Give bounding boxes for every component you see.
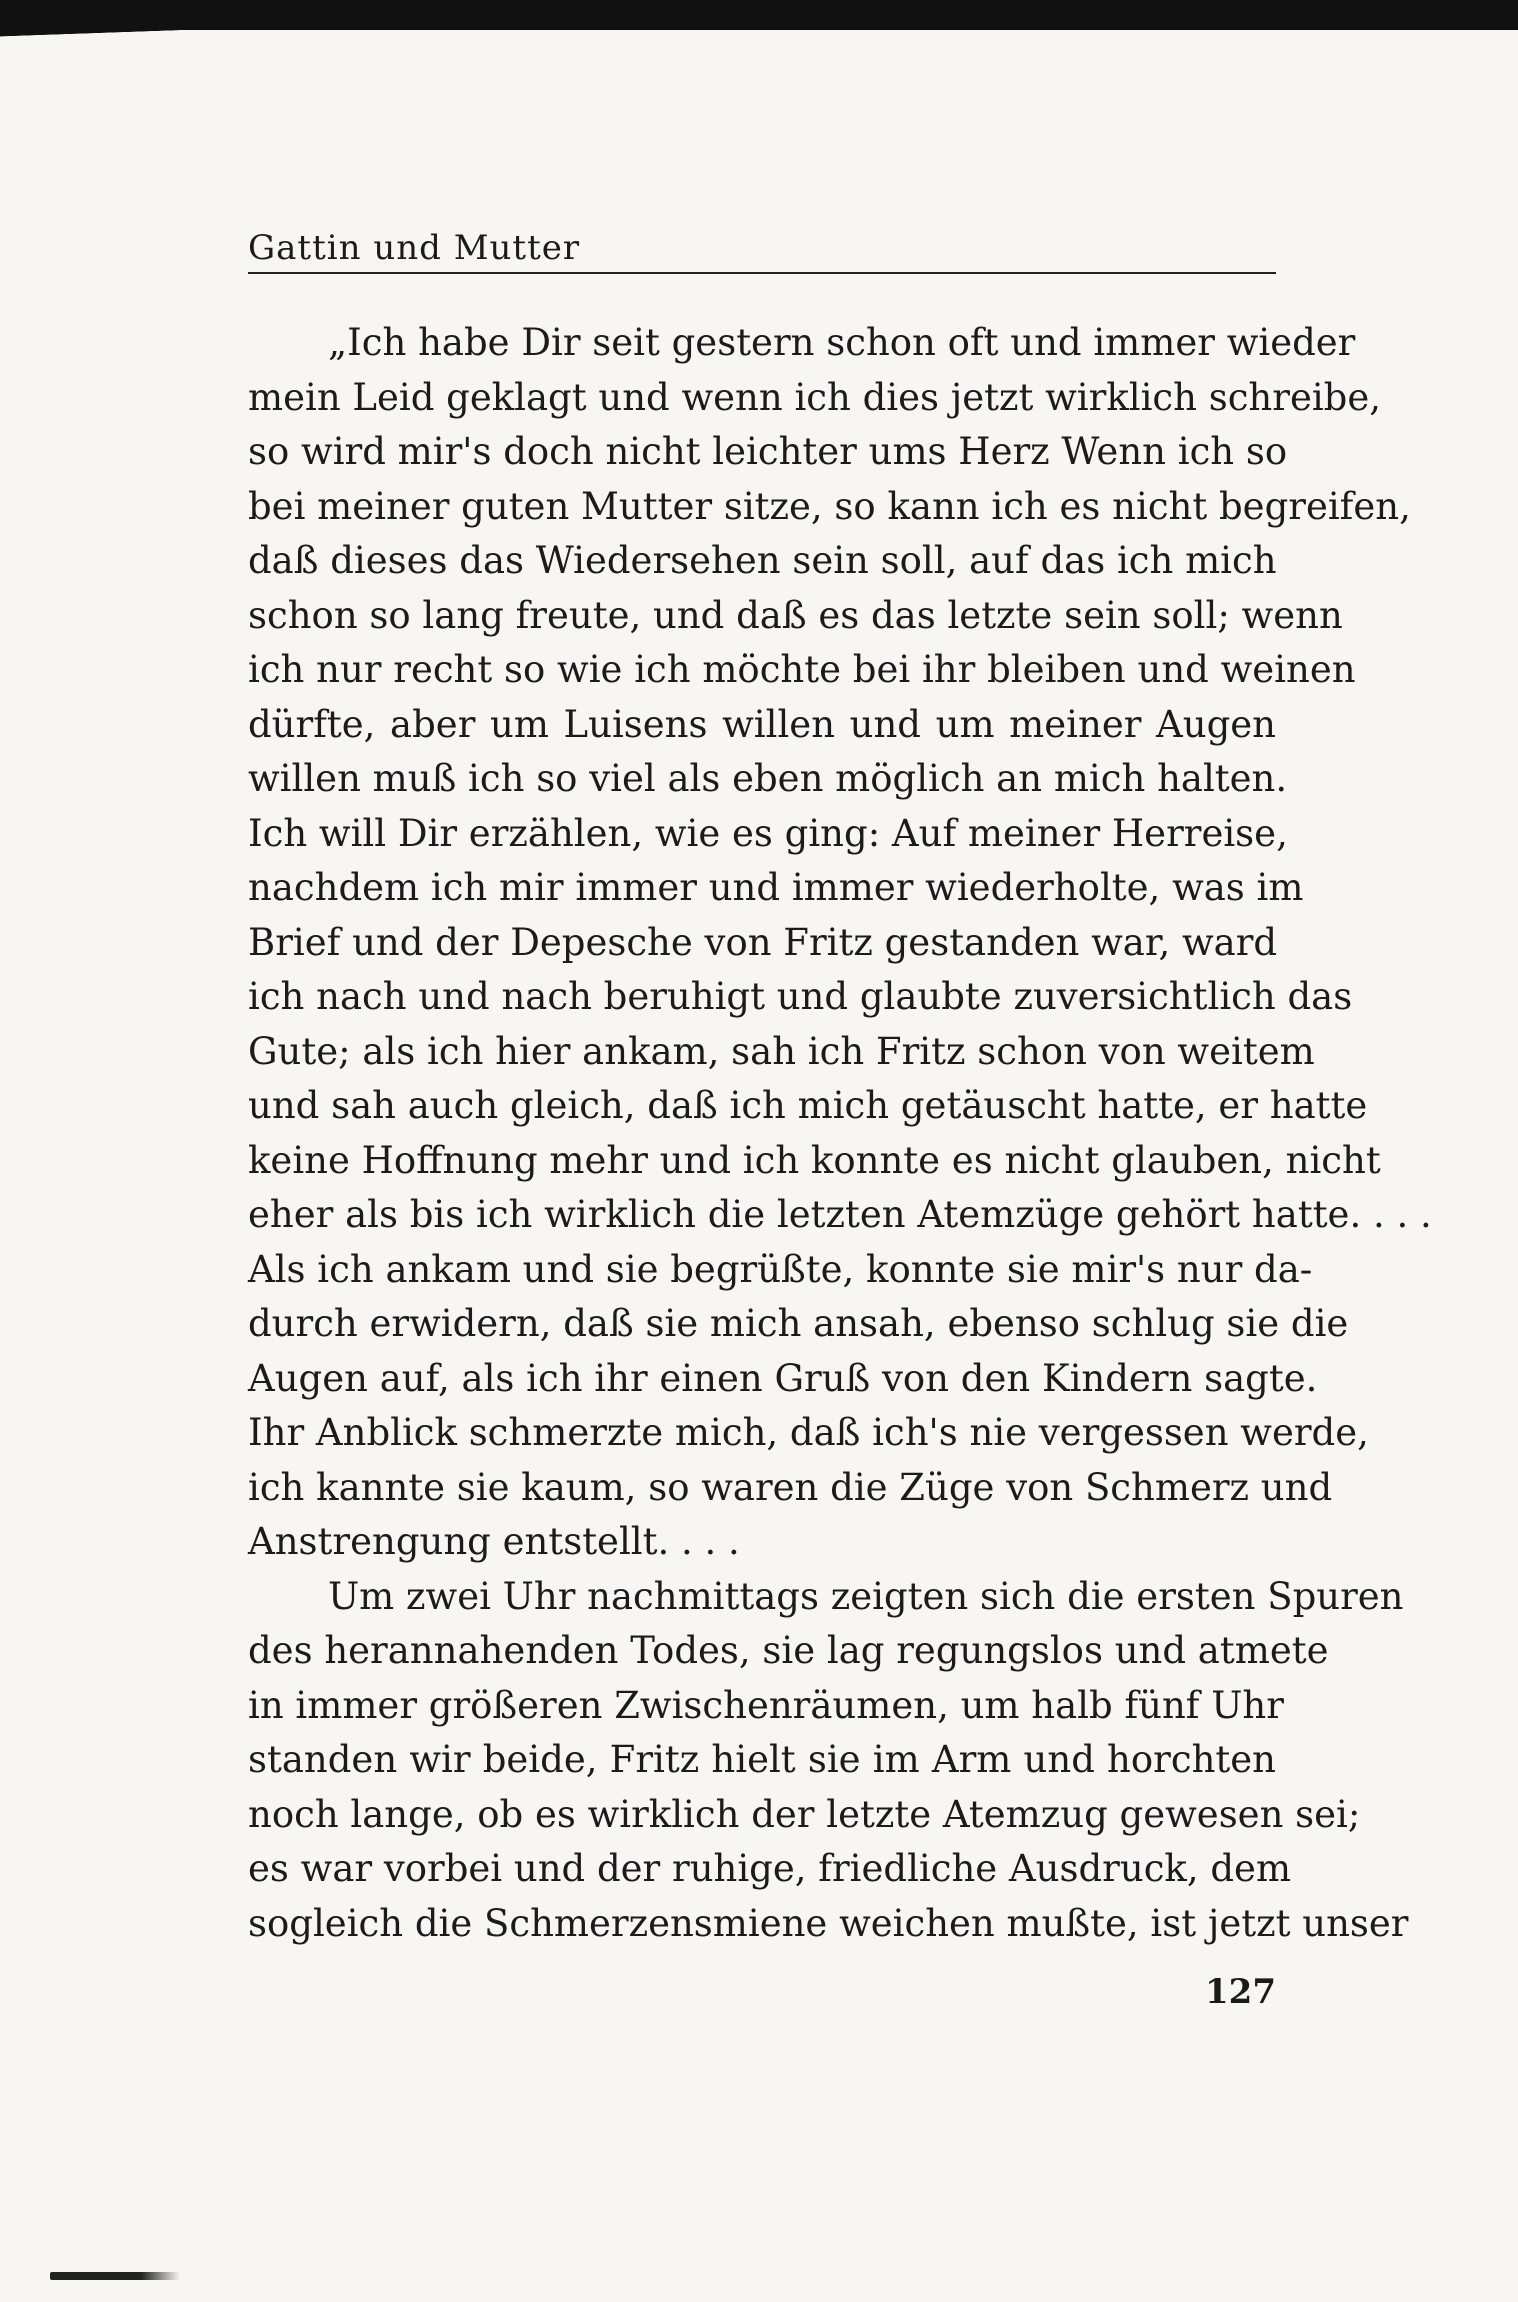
text-line: Ihr Anblick schmerzte mich, daß ich's nie vergessen werde, (248, 1411, 1369, 1454)
text-line: keine Hoffnung mehr und ich konnte es nicht glauben, nicht (248, 1138, 1381, 1182)
text-line: Augen auf, als ich ihr einen Gruß von den Kindern sagte. (248, 1356, 1318, 1400)
text-line: Ich will Dir erzählen, wie es ging: Auf meiner Herreise, (248, 811, 1288, 855)
text-line: und sah auch gleich, daß ich mich getäuscht hatte, er hatte (248, 1084, 1368, 1127)
running-title: Gattin und Mutter (248, 228, 581, 268)
text-line: willen muß ich so viel als eben möglich an mich halten. (248, 757, 1288, 800)
body-text (248, 316, 1432, 1951)
text-line: des herannahenden Todes, sie lag regungslos und atmete (248, 1629, 1329, 1672)
text-line: so wird mir's doch nicht leichter ums Herz Wenn ich so (248, 430, 1288, 473)
text-line: dürfte, aber um Luisens willen und um meiner Augen (248, 702, 1276, 746)
text-line: daß dieses das Wiedersehen sein soll, auf das ich mich (248, 539, 1277, 582)
text-line: Brief und der Depesche von Fritz gestanden war, ward (248, 920, 1278, 964)
page-number: 127 (1205, 1972, 1276, 2012)
text-line: standen wir beide, Fritz hielt sie im Arm und horchten (248, 1738, 1276, 1781)
text-line: ich kannte sie kaum, so waren die Züge von Schmerz und (248, 1465, 1333, 1509)
text-line: in immer größeren Zwischenräumen, um halb fünf Uhr (248, 1683, 1284, 1727)
text-line: Als ich ankam und sie begrüßte, konnte sie mir's nur da- (248, 1247, 1313, 1291)
text-line: mein Leid geklagt und wenn ich dies jetzt wirklich schreibe, (248, 375, 1382, 419)
text-line: Um zwei Uhr nachmittags zeigten sich die ersten Spuren (328, 1574, 1404, 1618)
text-line: Gute; als ich hier ankam, sah ich Fritz schon von weitem (248, 1029, 1315, 1073)
text-line: „Ich habe Dir seit gestern schon oft und immer wieder (328, 321, 1356, 364)
text-line: ich nur recht so wie ich möchte bei ihr bleiben und weinen (248, 648, 1356, 691)
text-line: bei meiner guten Mutter sitze, so kann ich es nicht begreifen, (248, 484, 1411, 528)
text-line: Anstrengung entstellt. . . . (248, 1520, 740, 1563)
text-line: ich nach und nach beruhigt und glaubte zuversichtlich das (248, 975, 1353, 1018)
text-line: sogleich die Schmerzensmiene weichen mußte, ist jetzt unser (248, 1901, 1409, 1945)
scan-edge-shadow (0, 20, 300, 42)
running-header (248, 222, 1276, 274)
text-line: es war vorbei und der ruhige, friedliche Ausdruck, dem (248, 1847, 1292, 1890)
text-line: nachdem ich mir immer und immer wiederholte, was im (248, 866, 1304, 909)
text-line: noch lange, ob es wirklich der letzte Atemzug gewesen sei; (248, 1792, 1361, 1836)
scan-edge-bottom (50, 2272, 180, 2280)
text-line: schon so lang freute, und daß es das letzte sein soll; wenn (248, 593, 1343, 637)
text-line: durch erwidern, daß sie mich ansah, ebenso schlug sie die (248, 1302, 1349, 1345)
text-line: eher als bis ich wirklich die letzten Atemzüge gehört hatte. . . . (248, 1193, 1432, 1236)
